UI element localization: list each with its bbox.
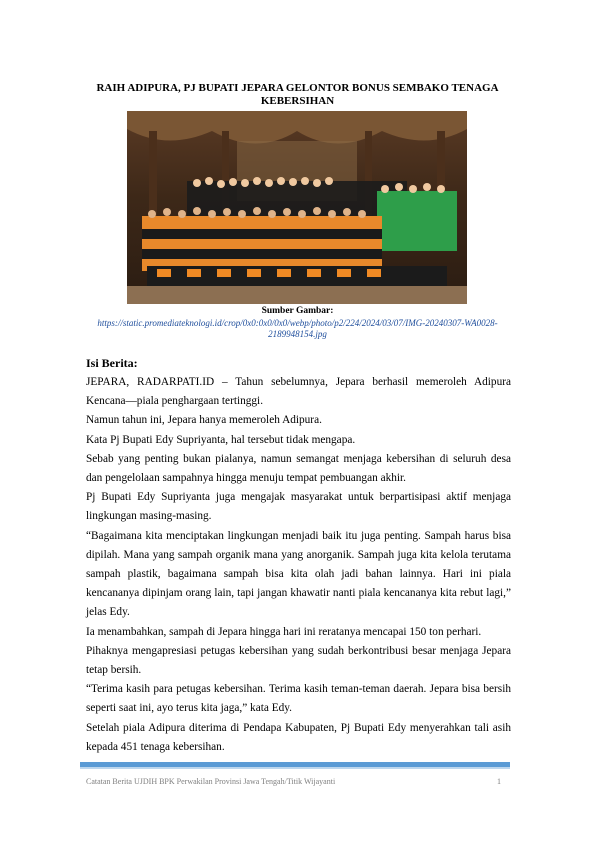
article-body (86, 373, 511, 757)
paragraph: Sebab yang penting bukan pialanya, namun semangat menjaga kebersihan di seluruh desa dan pengelolaan sampahnya hingga menuju tempat pembuangan akhir. (86, 452, 511, 485)
paragraph: Pj Bupati Edy Supriyanta juga mengajak masyarakat untuk berpartisipasi aktif menjaga lingkungan masing-masing. (86, 491, 511, 523)
paragraph: Kata Pj Bupati Edy Supriyanta, hal tersebut tidak mengapa. (86, 433, 356, 446)
paragraph: Ia menambahkan, sampah di Jepara hingga hari ini reratanya mencapai 150 ton perhari. (86, 625, 482, 638)
article-title: RAIH ADIPURA, PJ BUPATI JEPARA GELONTOR BONUS SEMBAKO TENAGA KEBERSIHAN (96, 82, 499, 107)
paragraph: JEPARA, RADARPATI.ID – Tahun sebelumnya, Jepara berhasil memeroleh Adipura Kencana—piala penghargaan tertinggi. (86, 376, 511, 408)
image-source-link[interactable]: https://static.promediateknologi.id/crop/0x0:0x0/0x0/webp/photo/p2/224/2024/03/07/IMG-20240307-WA0028-2189948154.jpg (97, 318, 498, 339)
footer-text: Catatan Berita UJDIH BPK Perwakilan Provinsi Jawa Tengah/Titik Wijayanti (86, 777, 336, 786)
image-source-label: Sumber Gambar: (261, 306, 334, 316)
footer-divider (80, 762, 510, 767)
paragraph: Namun tahun ini, Jepara hanya memeroleh Adipura. (86, 414, 322, 427)
page-number: 1 (497, 777, 501, 786)
paragraph: “Bagaimana kita menciptakan lingkungan menjadi baik itu juga penting. Sampah harus bisa dipilah. Mana yang sampah organik mana yang anorganik. Sampah juga kita kelola terutama sampah plastik, bagaimana sampah bisa kita olah jadi bahan lainnya. Hari ini piala kencananya dipinjam orang lain, tapi jangan khawatir nanti piala kencananya kita rebut lagi,” jelas Edy. (86, 529, 511, 619)
news-photo (127, 111, 467, 304)
section-heading: Isi Berita: (86, 356, 138, 370)
paragraph: Pihaknya mengapresiasi petugas kebersihan yang sudah berkontribusi besar menjaga Jepara tetap bersih. (86, 644, 511, 677)
paragraph: “Terima kasih para petugas kebersihan. Terima kasih teman-teman daerah. Jepara bisa bersih seperti saat ini, ayo terus kita jaga,” kata Edy. (86, 683, 511, 715)
paragraph: Setelah piala Adipura diterima di Pendapa Kabupaten, Pj Bupati Edy menyerahkan tali asih kepada 451 tenaga kebersihan. (86, 721, 511, 753)
